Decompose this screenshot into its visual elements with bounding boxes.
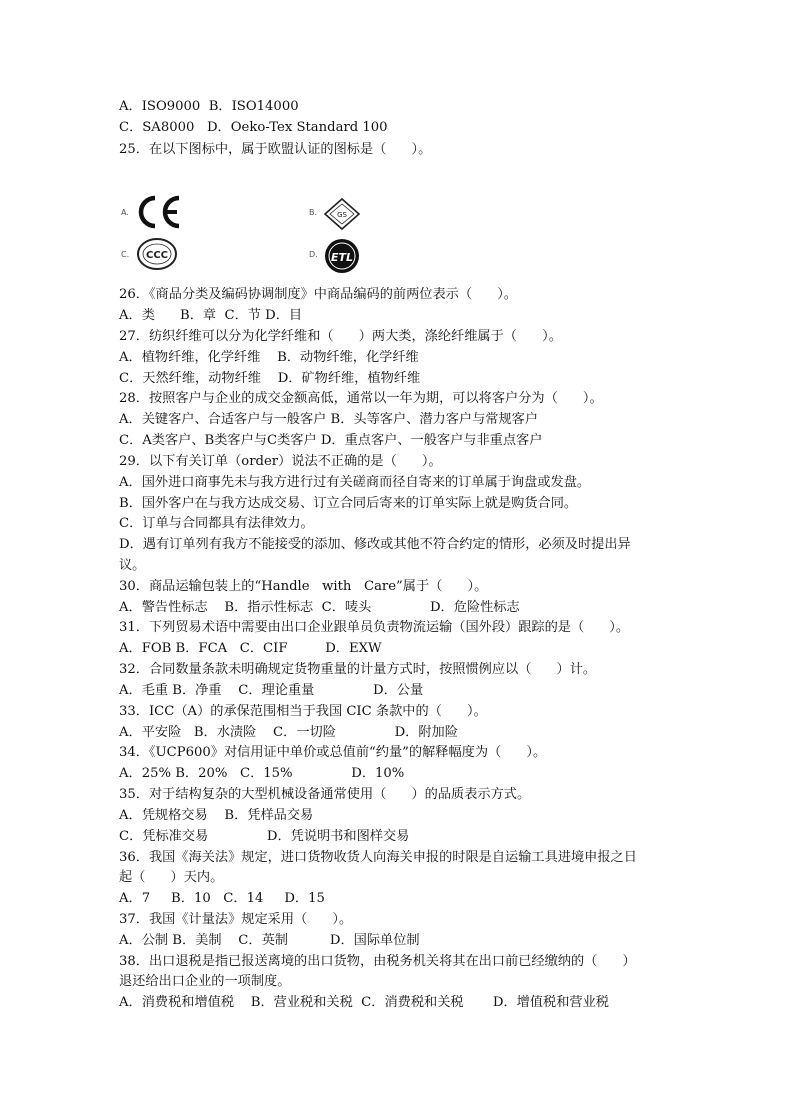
ce-mark-icon xyxy=(135,192,185,232)
q27-options-ab: A．植物纤维，化学纤维 B．动物纤维，化学纤维 xyxy=(119,350,419,365)
q32-question: 32．合同数量条款未明确规定货物重量的计量方式时，按照惯例应以（ ）计。 xyxy=(119,662,597,677)
q25-question: 25．在以下图标中，属于欧盟认证的图标是（ ）。 xyxy=(119,142,432,157)
logo-a-label: A. xyxy=(121,208,129,217)
q38-question-cont: 退还给出口企业的一项制度。 xyxy=(119,974,291,989)
logo-c-label: C. xyxy=(121,250,130,259)
q29-option-b: B．国外客户在与我方达成交易、订立合同后寄来的订单实际上就是购货合同。 xyxy=(119,496,578,511)
q26-options: A．类 B．章 C．节 D．目 xyxy=(119,308,303,323)
q28-options-cd: C．A类客户、B类客户与C类客户 D．重点客户、一般客户与非重点客户 xyxy=(119,433,543,448)
q29-option-d-cont: 议。 xyxy=(119,558,146,573)
diamond-mark-text: GS xyxy=(337,211,347,219)
q24-options-ab: A．ISO9000 B．ISO14000 xyxy=(119,99,299,114)
q36-question-cont: 起（ ）天内。 xyxy=(119,870,224,885)
q30-options: A．警告性标志 B．指示性标志 C．唛头 D．危险性标志 xyxy=(119,600,520,615)
q24-options-cd: C．SA8000 D．Oeko-Tex Standard 100 xyxy=(119,120,388,135)
q38-question: 38．出口退税是指已报送离境的出口货物，由税务机关将其在出口前已经缴纳的（ ） xyxy=(119,954,636,969)
diamond-mark-icon xyxy=(322,197,362,231)
q35-options-cd: C．凭标准交易 D．凭说明书和图样交易 xyxy=(119,829,410,844)
q29-option-d: D．遇有订单列有我方不能接受的添加、修改或其他不符合约定的情形，必须及时提出异 xyxy=(119,537,631,552)
ccc-mark-icon xyxy=(135,236,179,272)
q31-options: A．FOB B．FCA C．CIF D．EXW xyxy=(119,641,382,656)
q35-question: 35．对于结构复杂的大型机械设备通常使用（ ）的品质表示方式。 xyxy=(119,787,531,802)
etl-mark-text: ETL xyxy=(330,251,354,264)
q33-options: A．平安险 B．水渍险 C．一切险 D．附加险 xyxy=(119,725,458,740)
q28-options-ab: A．关键客户、合适客户与一般客户 B．头等客户、潜力客户与常规客户 xyxy=(119,412,539,427)
certification-logos xyxy=(119,186,419,278)
q30-question: 30．商品运输包装上的“Handle with Care”属于（ ）。 xyxy=(119,579,488,594)
q33-question: 33．ICC（A）的承保范围相当于我国 CIC 条款中的（ ）。 xyxy=(119,704,487,719)
q28-question: 28．按照客户与企业的成交金额高低，通常以一年为期，可以将客户分为（ ）。 xyxy=(119,391,603,406)
ce-mark-text: CE xyxy=(135,192,137,193)
q37-options: A．公制 B．美制 C．英制 D．国际单位制 xyxy=(119,933,420,948)
q36-options: A．7 B．10 C．14 D．15 xyxy=(119,891,325,906)
etl-mark-icon xyxy=(322,236,362,276)
q27-question: 27．纺织纤维可以分为化学纤维和（ ）两大类，涤纶纤维属于（ ）。 xyxy=(119,329,562,344)
q29-option-c: C．订单与合同都具有法律效力。 xyxy=(119,516,314,531)
q34-options: A．25% B．20% C．15% D．10% xyxy=(119,766,405,781)
q32-options: A．毛重 B．净重 C．理论重量 D．公量 xyxy=(119,683,424,698)
q38-options: A．消费税和增值税 B．营业税和关税 C．消费税和关税 D．增值税和营业税 xyxy=(119,995,609,1010)
q35-options-ab: A．凭规格交易 B．凭样品交易 xyxy=(119,808,314,823)
q26-question: 26．《商品分类及编码协调制度》中商品编码的前两位表示（ ）。 xyxy=(119,287,517,302)
ccc-mark-text: CCC xyxy=(145,250,169,261)
q29-question: 29．以下有关订单（order）说法不正确的是（ ）。 xyxy=(119,454,442,469)
q31-question: 31．下列贸易术语中需要由出口企业跟单员负责物流运输（国外段）跟踪的是（ ）。 xyxy=(119,620,630,635)
q27-options-cd: C．天然纤维，动物纤维 D．矿物纤维，植物纤维 xyxy=(119,371,421,386)
q34-question: 34．《UCP600》对信用证中单价或总值前“约量”的解释幅度为（ ）。 xyxy=(119,745,547,760)
logo-d-label: D. xyxy=(309,250,318,259)
q36-question: 36．我国《海关法》规定，进口货物收货人向海关申报的时限是自运输工具进境申报之日 xyxy=(119,850,637,865)
logo-b-label: B. xyxy=(309,208,318,217)
q29-option-a: A．国外进口商事先未与我方进行过有关磋商而径自寄来的订单属于询盘或发盘。 xyxy=(119,475,591,490)
q37-question: 37．我国《计量法》规定采用（ ）。 xyxy=(119,912,353,927)
